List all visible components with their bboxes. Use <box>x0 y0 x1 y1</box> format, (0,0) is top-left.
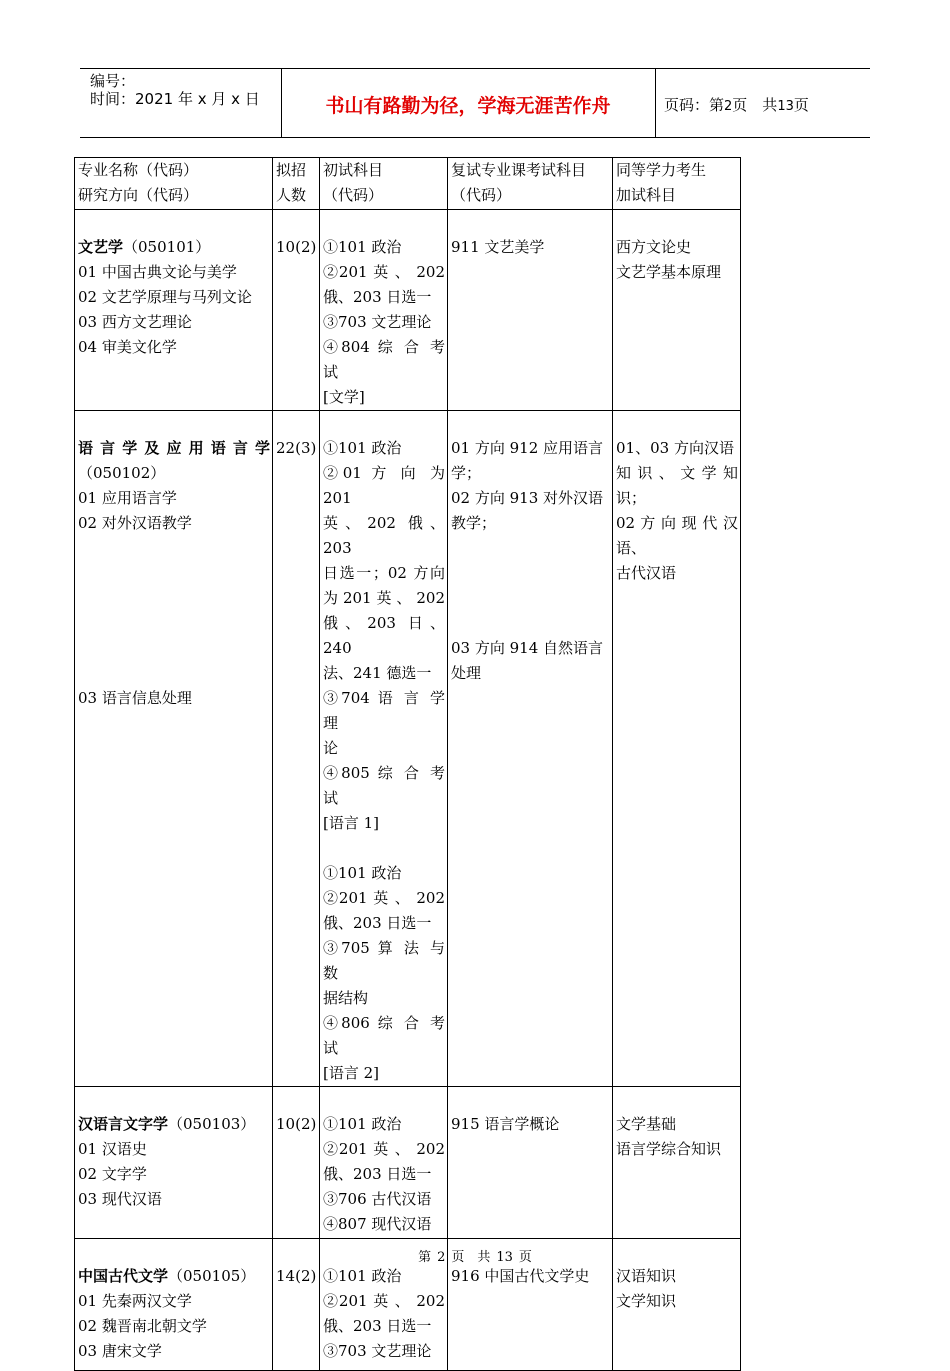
extra-cell: 西方文论史 文艺学基本原理 <box>613 210 741 411</box>
major-name: 汉语言文字学 <box>78 1115 169 1133</box>
page-header <box>80 68 870 138</box>
table-row <box>75 411 741 1087</box>
footer-total: 13 <box>496 1250 513 1265</box>
major-code: （050101） <box>123 238 211 256</box>
doc-number-label: 编号： <box>90 72 136 90</box>
retest-cell: 911 文艺美学 <box>448 210 613 411</box>
exam-cell: ①101 政治 ②201 英 、 202 俄、203 日选一 ③703 文艺理论 <box>320 1239 448 1371</box>
exam-cell: ①101 政治 ②201 英 、 202 俄、203 日选一 ③703 文艺理论 ④804 综 合 考 试 [文学] <box>320 210 448 411</box>
direction: 02 文艺学原理与马列文论 <box>78 288 252 306</box>
header-cell-extra: 同等学力考生 加试科目 <box>613 158 741 210</box>
major-name: 语 言 学 及 应 用 语 言 学 <box>78 439 270 457</box>
header-divider <box>655 69 656 137</box>
page-mid: 页 共 <box>732 96 778 114</box>
major-code: （050103） <box>168 1115 256 1133</box>
page-label: 页码：第 <box>664 96 725 114</box>
direction: 04 审美文化学 <box>78 338 177 356</box>
retest-cell: 01 方向 912 应用语言 学； 02 方向 913 对外汉语 教学； 03 方向 914 自然语言 处理 <box>448 411 613 1087</box>
direction: 02 魏晋南北朝文学 <box>78 1317 207 1335</box>
table-header-row <box>75 158 741 210</box>
direction: 03 现代汉语 <box>78 1190 162 1208</box>
admissions-table <box>74 157 741 1371</box>
major-name: 文艺学 <box>78 238 124 256</box>
header-cell-quota: 拟招 人数 <box>273 158 320 210</box>
direction: 01 应用语言学 <box>78 489 177 507</box>
table-row <box>75 210 741 411</box>
header-motto: 书山有路勤为径，学海无涯苦作舟 <box>325 95 611 117</box>
extra-cell: 文学基础 语言学综合知识 <box>613 1087 741 1239</box>
page-footer <box>0 1246 950 1265</box>
major-cell <box>75 1087 273 1239</box>
footer-mid: 页 共 <box>451 1250 491 1265</box>
direction: 03 西方文艺理论 <box>78 313 192 331</box>
extra-cell: 01、03 方向汉语 知 识 、 文 学 知 识； 02 方 向 现 代 汉 语、 古代汉语 <box>613 411 741 1087</box>
header-meta <box>90 72 260 108</box>
direction: 01 中国古典文论与美学 <box>78 263 237 281</box>
major-code: （050102） <box>78 464 166 482</box>
exam-cell: ①101 政治 ②01 方 向 为 201 英、202 俄、203 日选一；02 方向 为 201 英 、 202 俄、203 日、240 法、241 德选一 ③704 语 言 学 理 论 ④805 综 合 考 试 [语言 1] ①101 政治 ②201 英 、 202 俄、203 日选一 ③705 算 法 与 数 据结构 ④806 综 合 考 试 [语言 2] <box>320 411 448 1087</box>
page-total: 13 <box>777 99 794 114</box>
quota-cell: 10(2) <box>273 210 320 411</box>
extra-cell: 汉语知识 文学知识 <box>613 1239 741 1371</box>
header-cell-exam: 初试科目 （代码） <box>320 158 448 210</box>
footer-suffix: 页 <box>518 1250 532 1265</box>
major-cell <box>75 210 273 411</box>
direction: 03 语言信息处理 <box>78 689 192 707</box>
retest-cell: 915 语言学概论 <box>448 1087 613 1239</box>
footer-current: 2 <box>437 1250 446 1265</box>
page-suffix: 页 <box>793 96 809 114</box>
major-cell <box>75 411 273 1087</box>
header-cell-retest: 复试专业课考试科目 （代码） <box>448 158 613 210</box>
quota-cell: 22(3) <box>273 411 320 1087</box>
major-name: 中国古代文学 <box>78 1267 169 1285</box>
header-cell-major: 专业名称（代码） 研究方向（代码） <box>75 158 273 210</box>
retest-cell: 916 中国古代文学史 <box>448 1239 613 1371</box>
page-current: 2 <box>724 99 733 114</box>
footer-prefix: 第 <box>418 1250 432 1265</box>
direction: 01 先秦两汉文学 <box>78 1292 192 1310</box>
direction: 02 对外汉语教学 <box>78 514 192 532</box>
direction: 02 文字学 <box>78 1165 147 1183</box>
quota-cell: 10(2) <box>273 1087 320 1239</box>
table-row <box>75 1087 741 1239</box>
direction: 03 唐宋文学 <box>78 1342 162 1360</box>
header-page-info <box>664 94 809 115</box>
quota-cell: 14(2) <box>273 1239 320 1371</box>
doc-time-label: 时间：2021 年 x 月 x 日 <box>90 90 260 108</box>
direction: 01 汉语史 <box>78 1140 147 1158</box>
major-code: （050105） <box>168 1267 256 1285</box>
exam-cell: ①101 政治 ②201 英 、 202 俄、203 日选一 ③706 古代汉语 ④807 现代汉语 <box>320 1087 448 1239</box>
